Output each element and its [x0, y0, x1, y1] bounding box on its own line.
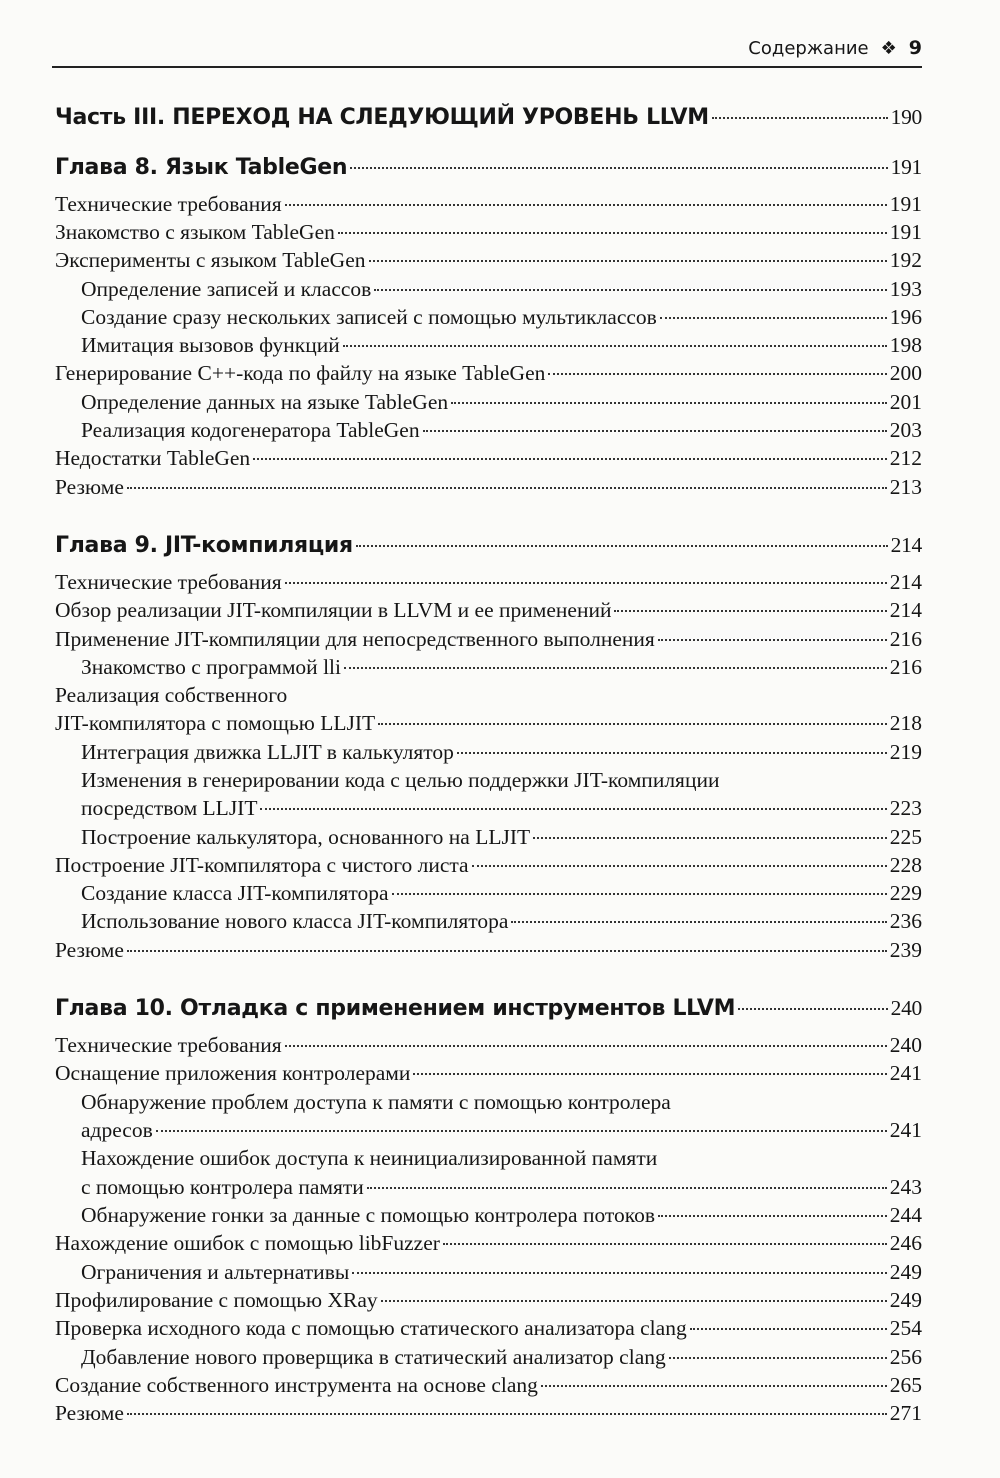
toc-entry[interactable] [55, 1032, 922, 1058]
dot-leader [367, 1187, 887, 1189]
dot-leader [548, 373, 886, 375]
toc-page: 198 [889, 333, 922, 357]
toc-title: Часть III. ПЕРЕХОД НА СЛЕДУЮЩИЙ УРОВЕНЬ LLVM [55, 105, 709, 130]
dot-leader [338, 232, 887, 234]
dot-leader [285, 204, 887, 206]
dot-leader [614, 610, 886, 612]
toc-title: Применение JIT-компиляции для непосредственного выполнения [55, 627, 655, 651]
toc-title: Резюме [55, 475, 124, 499]
dot-leader [285, 1045, 887, 1047]
toc-title: Технические требования [55, 192, 282, 216]
toc-page: 265 [889, 1373, 922, 1397]
toc-page: 241 [889, 1118, 922, 1142]
dot-leader [457, 752, 887, 754]
toc-title: с помощью контролера памяти [81, 1175, 364, 1199]
dot-leader [352, 1272, 886, 1274]
toc-title: Имитация вызовов функций [81, 333, 340, 357]
toc-page: 193 [889, 277, 922, 301]
toc-entry[interactable] [55, 597, 922, 623]
toc-title: Создание класса JIT-компилятора [81, 881, 389, 905]
toc-page: 219 [889, 740, 922, 764]
toc-page: 271 [889, 1401, 922, 1425]
toc-page: 191 [890, 155, 922, 179]
toc-title: Глава 9. JIT-компиляция [55, 533, 353, 558]
toc-page: 191 [889, 192, 922, 216]
dot-leader [350, 167, 887, 169]
toc-chapter-heading[interactable] [55, 995, 922, 1022]
toc-entry[interactable] [55, 360, 922, 386]
toc-title: Оснащение приложения контролерами [55, 1061, 411, 1085]
dot-leader [660, 317, 887, 319]
toc-entry[interactable] [55, 852, 922, 878]
dot-leader [669, 1357, 887, 1359]
dot-leader [690, 1328, 887, 1330]
toc-page: 223 [889, 796, 922, 820]
toc-page: 249 [889, 1260, 922, 1284]
dot-leader [392, 893, 887, 895]
dot-leader [381, 1300, 887, 1302]
toc-entry[interactable] [55, 1230, 922, 1256]
toc-page: 200 [889, 361, 922, 385]
toc-subentry[interactable] [81, 332, 922, 358]
toc-title: Создание собственного инструмента на основе clang [55, 1373, 538, 1397]
toc-subentry[interactable] [81, 1117, 922, 1143]
toc-page: 203 [889, 418, 922, 442]
dot-leader [533, 837, 887, 839]
toc-title: Профилирование с помощью XRay [55, 1288, 378, 1312]
toc-page: 241 [889, 1061, 922, 1085]
toc-page: 256 [889, 1345, 922, 1369]
toc-page: 216 [889, 627, 922, 651]
dot-leader [658, 1215, 887, 1217]
toc-subentry[interactable] [81, 824, 922, 850]
running-header [52, 30, 922, 68]
toc-subentry[interactable] [81, 1174, 922, 1200]
toc-title: Ограничения и альтернативы [81, 1260, 350, 1284]
dot-leader [356, 545, 888, 547]
dot-leader [285, 582, 887, 584]
toc-title: Определение данных на языке TableGen [81, 390, 449, 414]
toc-page: 243 [889, 1175, 922, 1199]
dot-leader [343, 345, 887, 347]
toc-chapter-heading[interactable] [55, 154, 922, 181]
dot-leader [738, 1008, 887, 1010]
toc-page: 196 [889, 305, 922, 329]
dot-leader [369, 260, 887, 262]
toc-title: Знакомство с языком TableGen [55, 220, 335, 244]
toc-page: 240 [889, 1033, 922, 1057]
toc-entry[interactable] [55, 1287, 922, 1313]
toc-title: Создание сразу нескольких записей с помощью мультиклассов [81, 305, 657, 329]
toc-title: Проверка исходного кода с помощью статического анализатора clang [55, 1316, 687, 1340]
toc-subentry[interactable] [81, 795, 922, 821]
toc-title: Знакомство с программой lli [81, 655, 341, 679]
toc-entry[interactable] [55, 937, 922, 963]
toc-page: 249 [889, 1288, 922, 1312]
dot-leader [374, 289, 886, 291]
toc-title: Добавление нового проверщика в статический анализатор clang [81, 1345, 666, 1369]
dot-leader [156, 1130, 887, 1132]
toc-page: 236 [889, 909, 922, 933]
toc-title: Генерирование C++-кода по файлу на языке TableGen [55, 361, 546, 385]
toc-page: 216 [889, 655, 922, 679]
dot-leader [712, 117, 888, 119]
toc-title: Резюме [55, 938, 124, 962]
toc-entry[interactable] [55, 219, 922, 245]
toc-page: 192 [889, 248, 922, 272]
diamond-ornament-icon: ❖ [880, 37, 897, 59]
toc-subentry[interactable] [81, 276, 922, 302]
toc-page: 240 [890, 996, 922, 1020]
toc-title: Обнаружение гонки за данные с помощью контролера потоков [81, 1203, 656, 1227]
dot-leader [451, 402, 887, 404]
toc-title: Резюме [55, 1401, 124, 1425]
toc-page: 213 [889, 475, 922, 499]
dot-leader [472, 865, 887, 867]
toc-title: Определение записей и классов [81, 277, 372, 301]
toc-title: Технические требования [55, 570, 282, 594]
dot-leader [260, 808, 886, 810]
toc-title: Глава 10. Отладка с применением инструментов LLVM [55, 996, 736, 1021]
toc-subentry[interactable] [81, 1259, 922, 1285]
toc-title: адресов [81, 1118, 153, 1142]
toc-entry[interactable] [55, 474, 922, 500]
toc-entry[interactable] [55, 626, 922, 652]
toc-subentry-first-line: Нахождение ошибок доступа к неинициализированной памяти [81, 1146, 658, 1170]
toc-page: 225 [889, 825, 922, 849]
dot-leader [127, 1413, 887, 1415]
toc-subentry[interactable] [81, 739, 922, 765]
toc-title: Построение калькулятора, основанного на LLJIT [81, 825, 531, 849]
toc-page: 246 [889, 1231, 922, 1255]
toc-title: JIT-компилятора с помощью LLJIT [55, 711, 376, 735]
toc-subentry[interactable] [81, 389, 922, 415]
toc-title: посредством LLJIT [81, 796, 258, 820]
dot-leader [127, 950, 887, 952]
toc-page: 229 [889, 881, 922, 905]
toc-page: 201 [889, 390, 922, 414]
toc-subentry[interactable] [81, 417, 922, 443]
toc-page: 214 [889, 598, 922, 622]
toc-title: Обзор реализации JIT-компиляции в LLVM и ее применений [55, 598, 612, 622]
toc-title: Использование нового класса JIT-компилятора [81, 909, 509, 933]
dot-leader [443, 1243, 887, 1245]
toc-entry[interactable] [55, 569, 922, 595]
toc-entry[interactable] [55, 1315, 922, 1341]
toc-title: Интеграция движка LLJIT в калькулятор [81, 740, 454, 764]
toc-subentry[interactable] [81, 880, 922, 906]
dot-leader [253, 458, 887, 460]
toc-subentry-first-line: Обнаружение проблем доступа к памяти с помощью контролера [81, 1090, 671, 1114]
dot-leader [541, 1385, 887, 1387]
toc-title: Нахождение ошибок с помощью libFuzzer [55, 1231, 440, 1255]
toc-page: 244 [889, 1203, 922, 1227]
toc-entry[interactable] [55, 1060, 922, 1086]
toc-page: 190 [890, 105, 922, 129]
toc-page: 214 [889, 570, 922, 594]
toc-page: 212 [889, 446, 922, 470]
toc-subentry[interactable] [81, 908, 922, 934]
dot-leader [423, 430, 887, 432]
toc-page: 239 [889, 938, 922, 962]
toc-subentry-first-line: Изменения в генерировании кода с целью поддержки JIT-компиляции [81, 768, 720, 792]
toc-entry[interactable] [55, 710, 922, 736]
toc-page: 228 [889, 853, 922, 877]
toc-title: Технические требования [55, 1033, 282, 1057]
toc-page: 191 [889, 220, 922, 244]
toc-title: Построение JIT-компилятора с чистого листа [55, 853, 469, 877]
toc-page: 214 [890, 533, 922, 557]
dot-leader [511, 921, 886, 923]
dot-leader [127, 487, 887, 489]
toc-title: Глава 8. Язык TableGen [55, 155, 348, 180]
dot-leader [658, 639, 887, 641]
toc-title: Недостатки TableGen [55, 446, 251, 470]
toc-entry[interactable] [55, 191, 922, 217]
toc-chapter-heading[interactable] [55, 532, 922, 559]
toc-title: Реализация кодогенератора TableGen [81, 418, 420, 442]
toc-page: 254 [889, 1316, 922, 1340]
toc-entry[interactable] [55, 1400, 922, 1426]
toc-page: 218 [889, 711, 922, 735]
toc-entry[interactable] [55, 445, 922, 471]
page-number: 9 [908, 37, 922, 59]
dot-leader [344, 667, 887, 669]
dot-leader [378, 723, 887, 725]
toc-part-heading[interactable] [55, 104, 922, 131]
toc-subentry[interactable] [81, 304, 922, 330]
toc-entry[interactable] [55, 247, 922, 273]
toc-title: Эксперименты с языком TableGen [55, 248, 366, 272]
dot-leader [413, 1073, 886, 1075]
toc-entry[interactable] [55, 1372, 922, 1398]
toc-entry-first-line: Реализация собственного [55, 683, 288, 707]
toc-subentry[interactable] [81, 1344, 922, 1370]
toc-subentry[interactable] [81, 654, 922, 680]
header-title: Содержание [748, 37, 869, 59]
toc-subentry[interactable] [81, 1202, 922, 1228]
